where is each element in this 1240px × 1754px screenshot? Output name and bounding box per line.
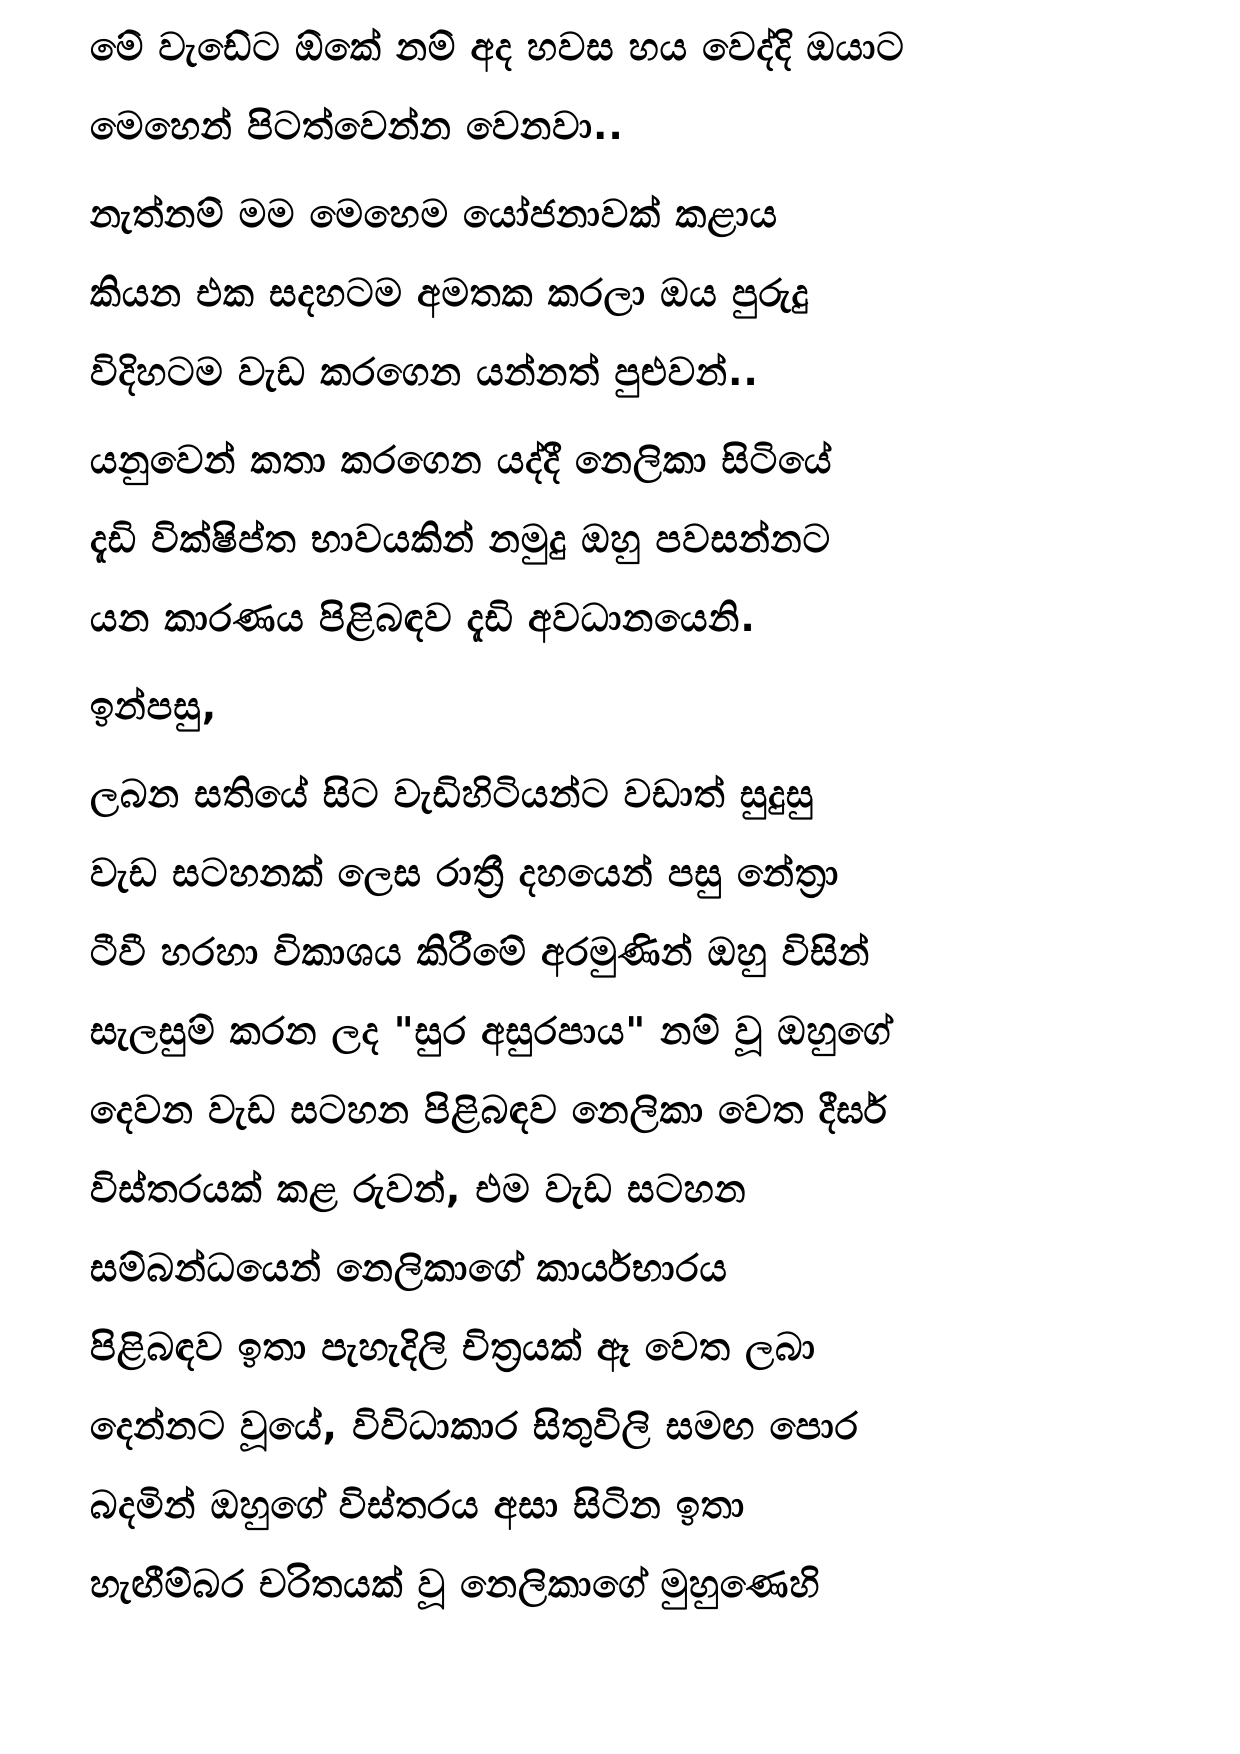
paragraph-2: [90, 175, 1150, 412]
text-line: විස්තරයක් කළ රුවන්, එම වැඩ සටහන: [90, 1167, 747, 1211]
text-line: ඉන්පසු,: [90, 684, 218, 728]
text-line: නැත්නම් මම මෙහෙම යෝජනාවක් කළාය: [90, 192, 778, 236]
text-line: මේ වැඩේට ඕකේ නම් අද හවස හය වෙද්දි ඔයාට: [90, 25, 905, 69]
text-line: හැඟීම්බර චරිතයක් වූ නෙලිකාගේ මුහුණෙහි: [90, 1562, 821, 1606]
paragraph-5: [90, 755, 1150, 1624]
text-line: දෙන්නට වූයේ, විවිධාකාර සිතුවිලි සමඟ පොර: [90, 1404, 859, 1448]
paragraph-4: [90, 667, 1150, 746]
text-line: ලබන සතියේ සිට වැඩිහිටියන්ට වඩාත් සුදුසු: [90, 772, 815, 816]
text-line: යනුවෙන් කතා කරගෙන යද්දී නෙලිකා සිටියේ: [90, 438, 833, 482]
text-line: බදමින් ඔහුගේ විස්තරය අසා සිටින ඉතා: [90, 1483, 746, 1527]
text-line: පිළිබඳව ඉතා පැහැදිලි චිත්‍රයක් ඈ වෙත ලබා: [90, 1325, 816, 1369]
text-line: දැඩි වික්ෂිප්ත භාවයකින් නමුදු ඔහු පවසන්නට: [90, 517, 831, 561]
text-line: යන කාරණය පිළිබඳව දැඩි අවධානයෙනි.: [90, 596, 756, 640]
paragraph-1: [90, 8, 1150, 166]
text-line: කියන එක සදහටම අමතක කරලා ඔය පුරුදු: [90, 271, 810, 315]
story-text: [90, 8, 1150, 1633]
text-line: සැලසුම් කරන ලද "සුර අසුරපාය" නම් වූ ඔහුගේ: [90, 1009, 892, 1053]
text-line: මෙහෙන් පිටත්වෙන්න වෙනවා..: [90, 104, 624, 148]
text-line: දෙවන වැඩ සටහන පිළිබඳව නෙලිකා වෙත දීර්ඝ: [90, 1088, 888, 1132]
text-line: වැඩ සටහනක් ලෙස රාත්‍රී දහයෙන් පසු නේත්‍රා: [90, 851, 840, 895]
text-line: සම්බන්ධයෙන් නෙලිකාගේ කාර්යභාරය: [90, 1246, 728, 1290]
text-line: ටීවී හරහා විකාශය කිරීමේ අරමුණින් ඔහු විසින්: [90, 930, 871, 974]
text-line: විදිහටම වැඩ කරගෙන යන්නත් පුළුවන්..: [90, 350, 759, 394]
paragraph-3: [90, 421, 1150, 658]
